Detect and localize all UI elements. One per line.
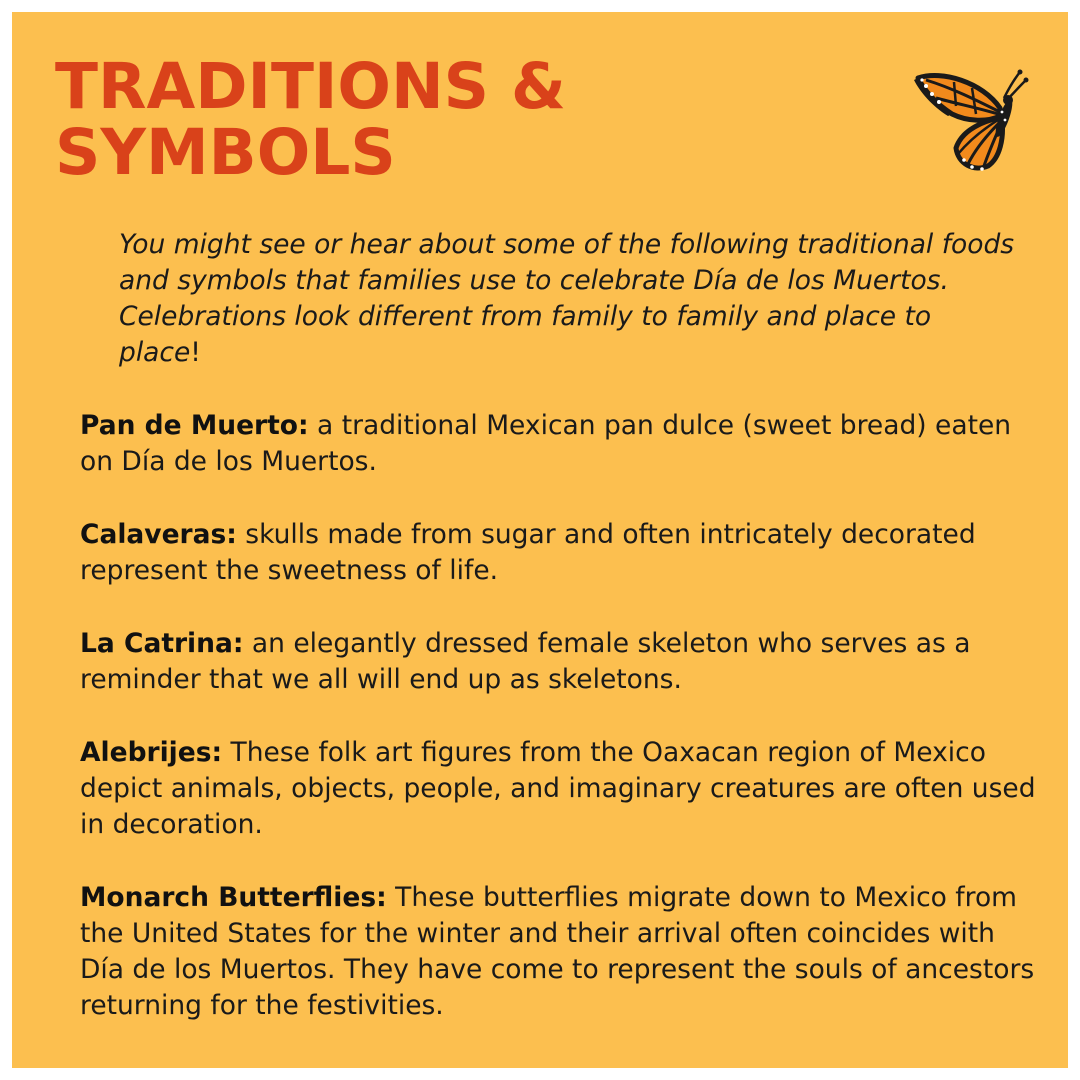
info-card bbox=[12, 12, 1068, 1068]
entry-term: Monarch Butterflies: bbox=[80, 882, 387, 913]
entry-description: These butterflies migrate down to Mexico from the United States for the winter and their arrival often coincides with Día de los Muertos. They have come to represent the souls of ancestors returning for the festivities. bbox=[80, 882, 1035, 1021]
entry-monarch-butterflies bbox=[80, 880, 1040, 1024]
entry-term: Pan de Muerto: bbox=[80, 410, 309, 441]
intro-paragraph bbox=[119, 227, 1019, 371]
entry-description: an elegantly dressed female skeleton who serves as a reminder that we all will end up as skeletons. bbox=[80, 628, 971, 695]
entry-calaveras bbox=[80, 517, 1040, 589]
entry-la-catrina bbox=[80, 626, 1040, 698]
monarch-butterfly-icon bbox=[912, 60, 1032, 180]
intro-text: You might see or hear about some of the following traditional foods and symbols that families use to celebrate Día de los Muertos. Celebrations look different from family to family and place to place bbox=[119, 229, 1015, 368]
entry-term: Alebrijes: bbox=[80, 737, 223, 768]
entry-pan-de-muerto bbox=[80, 408, 1040, 480]
title-line-1: TRADITIONS & bbox=[55, 50, 566, 123]
entry-alebrijes bbox=[80, 735, 1040, 843]
page-title bbox=[55, 50, 566, 189]
intro-end-mark: ! bbox=[190, 337, 201, 368]
entry-description: These folk art figures from the Oaxacan region of Mexico depict animals, objects, people, and imaginary creatures are often used in decoration. bbox=[80, 737, 1036, 840]
title-line-2: SYMBOLS bbox=[55, 116, 396, 189]
entry-description: a traditional Mexican pan dulce (sweet bread) eaten on Día de los Muertos. bbox=[80, 410, 1012, 477]
symbols-list bbox=[80, 408, 1040, 1061]
entry-term: La Catrina: bbox=[80, 628, 244, 659]
entry-description: skulls made from sugar and often intricately decorated represent the sweetness of life. bbox=[80, 519, 976, 586]
entry-term: Calaveras: bbox=[80, 519, 237, 550]
